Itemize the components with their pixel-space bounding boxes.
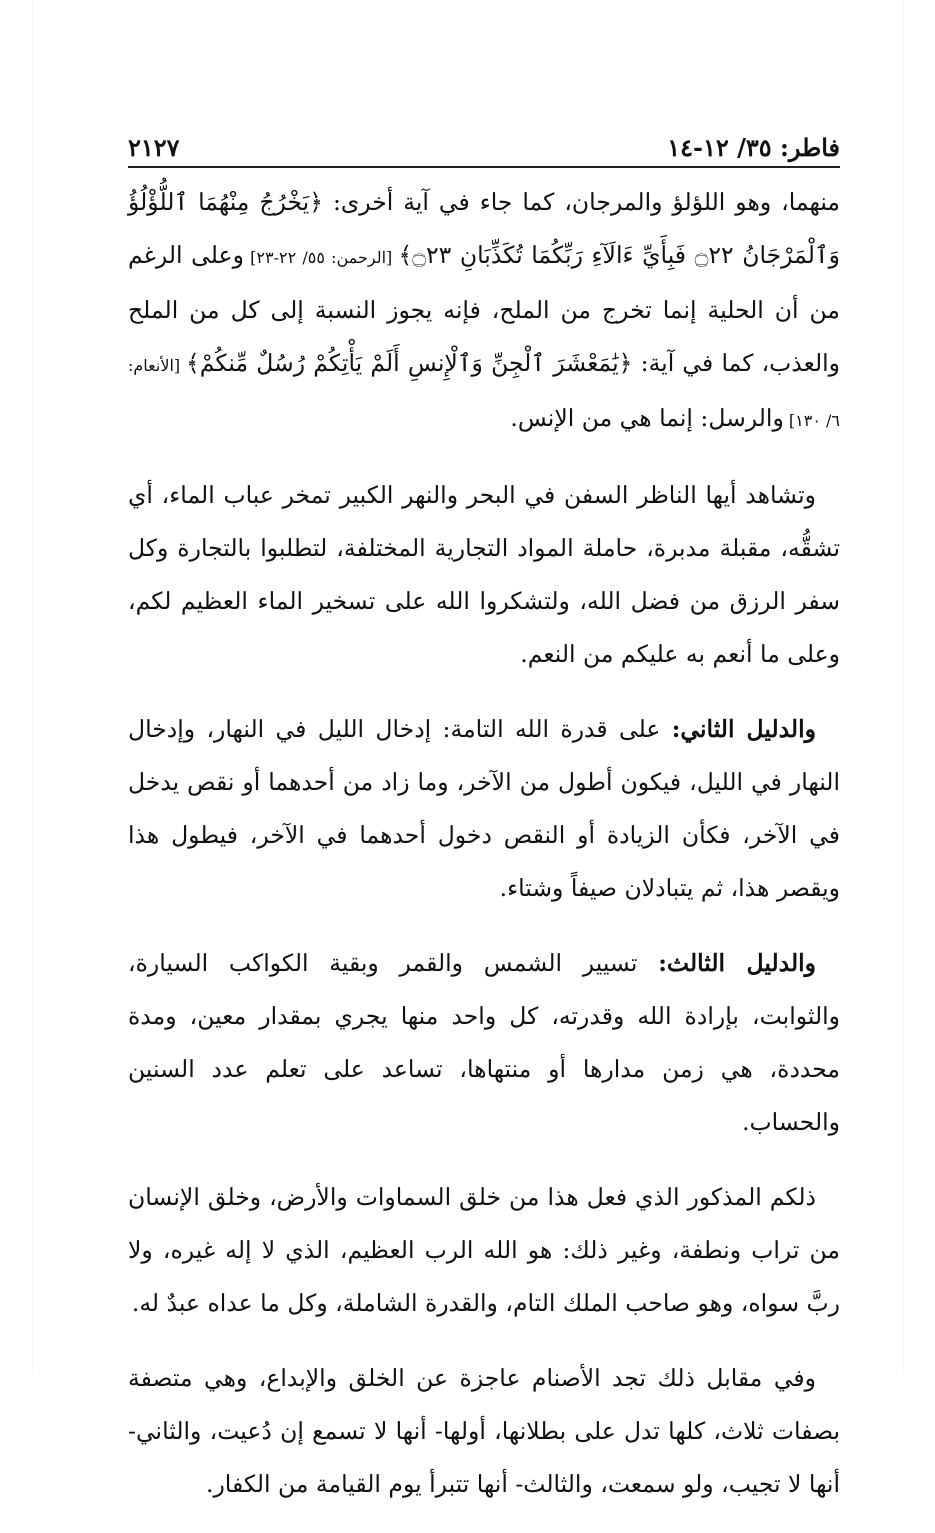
- body-text: [128, 176, 840, 1533]
- verse-reference: [الرحمن: ٥٥/ ٢٢-٢٣]: [243, 248, 399, 267]
- page-number: ٢١٢٧: [128, 133, 180, 162]
- text-segment: تسيير الشمس والقمر وبقية الكواكب السيارة، والثوابت، بإرادة الله وقدرته، كل واحد منها يجري بمقدار معين، ومدة محددة، هي زمن مدارها أو منتهاها، تساعد على تعلم عدد السنين والحساب.: [128, 949, 840, 1136]
- running-title: فاطر: ٣٥/ ١٢-١٤: [667, 133, 840, 162]
- text-segment: وتشاهد أيها الناظر السفن في البحر والنهر الكبير تمخر عباب الماء، أي تشقُّه، مقبلة مدبرة، حاملة المواد التجارية المختلفة، لتطلبوا بالتجارة وكل سفر الرزق من فضل الله، ولتشكروا الله على تسخير الماء العظيم لكم، وعلى ما أنعم به عليكم من النعم.: [128, 481, 840, 668]
- paragraph: [128, 703, 840, 915]
- paragraph: [128, 469, 840, 681]
- text-segment: ذلكم المذكور الذي فعل هذا من خلق السماوات والأرض، وخلق الإنسان من تراب ونطفة، وغير ذلك: هو الله الرب العظيم، الذي لا إله غيره، ولا ربَّ سواه، وهو صاحب الملك التام، والقدرة الشاملة، وكل ما عداه عبدٌ له.: [128, 1183, 840, 1317]
- text-segment: والرسل: إنما هي من الإنس.: [510, 404, 784, 432]
- paragraph: [128, 176, 840, 447]
- section-lead: والدليل الثاني:: [671, 715, 816, 743]
- text-segment: على قدرة الله التامة: إدخال الليل في النهار، وإدخال النهار في الليل، فيكون أطول من الآخر، وما زاد من أحدهما أو نقص يدخل في الآخر، فكأن الزيادة أو النقص دخول أحدهما في الآخر، فيطول هذا ويقصر هذا، ثم يتبادلان صيفاً وشتاء.: [128, 715, 840, 902]
- page-header: [128, 126, 840, 162]
- paragraph: [128, 1352, 840, 1511]
- paragraph: [128, 1171, 840, 1330]
- verse-reference: [الأنعام: ٦/ ١٣٠]: [128, 356, 840, 430]
- page-edge-right: [903, 0, 904, 1372]
- page-edge-left: [32, 0, 33, 1372]
- text-segment: وعلى الرغم من أن الحلية إنما تخرج من الملح، فإنه يجوز النسبة إلى كل من الملح والعذب، كما في آية:: [128, 241, 841, 377]
- text-segment: وفي مقابل ذلك تجد الأصنام عاجزة عن الخلق والإبداع، وهي متصفة بصفات ثلاث، كلها تدل على بطلانها، أولها- أنها لا تسمع إن دُعيت، والثاني- أنها لا تجيب، ولو سمعت، والثالث- أنها تتبرأ يوم القيامة من الكفار.: [128, 1364, 840, 1498]
- paragraph: [128, 937, 840, 1149]
- section-lead: والدليل الثالث:: [658, 949, 816, 977]
- quran-verse: ﴿يَخْرُجُ مِنْهُمَا ٱللُّؤْلُؤُ وَٱلْمَرْجَانُ ۝٢٢ فَبِأَيِّ ءَالَآءِ رَبِّكُمَا تُكَذِّبَانِ ۝٢٣﴾: [128, 188, 841, 269]
- header-rule: [128, 166, 840, 168]
- text-segment: منهما، وهو اللؤلؤ والمرجان، كما جاء في آية أخرى:: [322, 188, 840, 216]
- quran-verse: ﴿يَٰمَعْشَرَ ٱلْجِنِّ وَٱلْإِنسِ أَلَمْ يَأْتِكُمْ رُسُلٌ مِّنكُمْ﴾: [185, 349, 633, 377]
